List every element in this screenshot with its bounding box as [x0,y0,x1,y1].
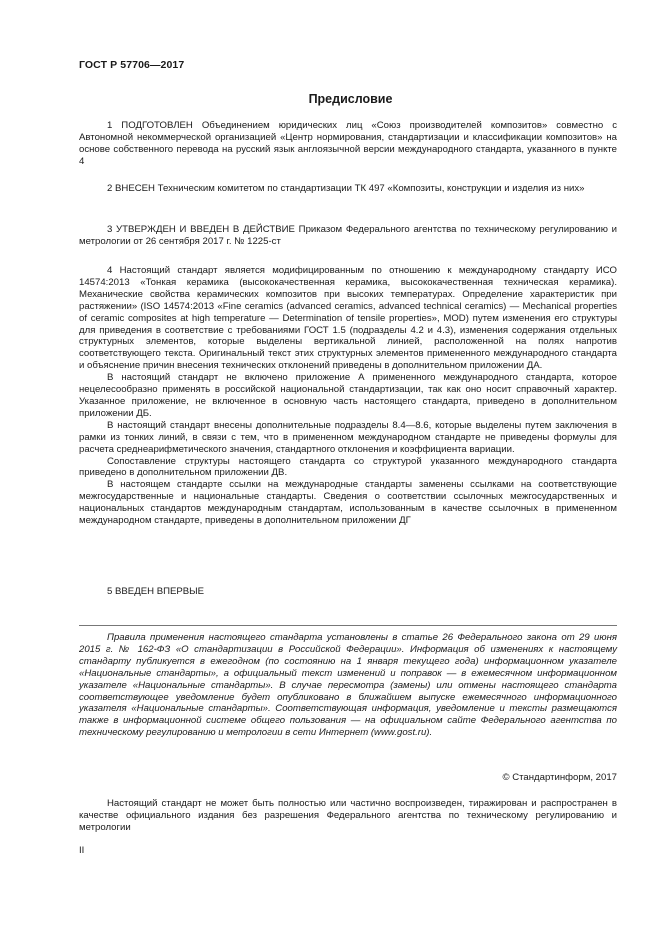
section-5-text: 5 ВВЕДЕН ВПЕРВЫЕ [107,586,205,597]
section-1-text: 1 ПОДГОТОВЛЕН Объединением юридических лиц «Союз производителей композитов» совместно с Автономной некоммерческой организацией «Центр нормирования, стандартизации и классификации композитов» на основе собственного перевода на русский язык англоязычной версии международного стандарта, указанного в пункте 4 [79,120,617,167]
section-4-paragraph: В настоящий стандарт внесены дополнительные подразделы 8.4—8.6, которые выделены путем заключения в рамки из тонких линий, в связи с тем, что в примененном международном стандарте не приведены формулы для расчета среднеарифметического значения, стандартного отклонения и коэффициента вариации. [79,419,617,455]
legal-notice-text: Правила применения настоящего стандарта установлены в статье 26 Федерального закона от 29 июня 2015 г. № 162-ФЗ «О стандартизации в Российской Федерации». Информация об изменениях к настоящему стандарту публикуется в ежегодном (по состоянию на 1 января текущего года) информационном указателе «Национальные стандарты», а официальный текст изменений и поправок — в ежемесячном информационном указателе «Национальные стандарты». В случае пересмотра (замены) или отмены настоящего стандарта соответствующее уведомление будет опубликовано в ближайшем выпуске ежемесячного информационного указателя «Национальные стандарты». Соответствующая информация, уведомление и тексты размещаются также в информационной системе общего пользования — на официальном сайте Федерального агентства по техническому регулированию и метрологии в сети Интернет (www.gost.ru). [79,632,617,739]
section-4 [79,265,617,527]
reproduction-notice [79,798,617,834]
reproduction-notice-text: Настоящий стандарт не может быть полностью или частично воспроизведен, тиражирован и распространен в качестве официального издания без разрешения Федерального агентства по техническому регулированию и метрологии [79,798,617,833]
section-4-paragraph: Сопоставление структуры настоящего стандарта со структурой указанного международного стандарта приведено в дополнительном приложении ДВ. [79,455,617,479]
section-4-paragraph: 4 Настоящий стандарт является модифицированным по отношению к международному стандарту ИСО 14574:2013 «Тонкая керамика (высококачественная керамика, высококачественная техническая керамика). Механические свойства керамических композитов при высоких температурах. Определение характеристик при растяжении» (ISO 14574:2013 «Fine ceramics (advanced ceramics, advanced technical ceramics) — Mechanical properties of ceramic composites at high temperature — Determination of tensile properties», MOD) путем изменения его структуры для приведения в соответствие с требованиями ГОСТ 1.5 (подразделы 4.2 и 4.3), изменения содержания отдельных структурных элементов, которые выделены вертикальной линией, расположенной на полях напротив соответствующего текста. Оригинальный текст этих структурных элементов примененного международного стандарта и объяснение причин внесения технических отклонений приведены в дополнительном приложении ДА. [79,265,617,372]
section-4-paragraph: В настоящий стандарт не включено приложение А примененного международного стандарта, которое нецелесообразно применять в российской национальной стандартизации, так как оно носит справочный характер. Указанное приложение, не включенное в основную часть настоящего стандарта, приведено в дополнительном приложении ДБ. [79,372,617,419]
section-3-text: 3 УТВЕРЖДЕН И ВВЕДЕН В ДЕЙСТВИЕ Приказом Федерального агентства по техническому регулированию и метрологии от 26 сентября 2017 г. № 1225-ст [79,224,617,247]
document-header: ГОСТ Р 57706—2017 [79,59,185,71]
page-title: Предисловие [308,92,393,106]
section-5 [79,586,617,598]
copyright: © Стандартинформ, 2017 [502,772,617,783]
legal-notice [79,632,617,739]
page-number: II [79,845,85,856]
section-4-paragraph: В настоящем стандарте ссылки на международные стандарты заменены ссылками на соответствующие межгосударственные и национальные стандарты. Сведения о соответствии ссылочных межгосударственных и национальных стандартов международным стандартам, использованным в качестве ссылочных в примененном международном стандарте, приведены в дополнительном приложении ДГ [79,479,617,527]
section-2-text: 2 ВНЕСЕН Техническим комитетом по стандартизации ТК 497 «Композиты, конструкции и изделия из них» [107,183,585,194]
section-2 [79,183,617,195]
section-1 [79,120,617,168]
section-3 [79,224,617,248]
divider-line [79,625,617,626]
